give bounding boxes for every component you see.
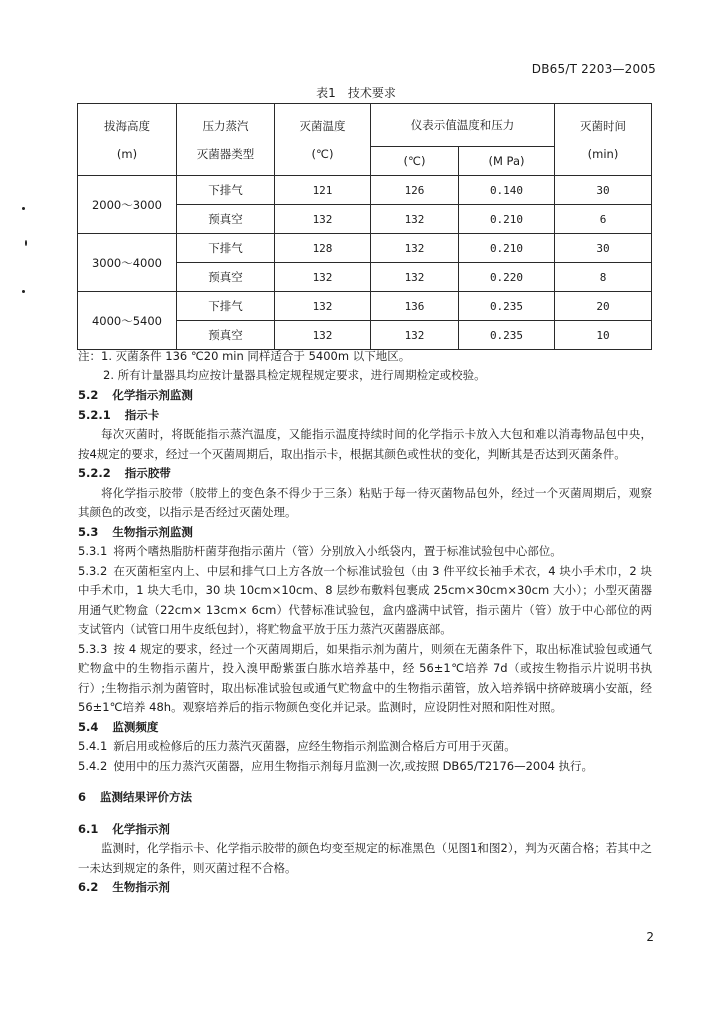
inst-temp-cell: 136 [371,292,459,321]
header-instrument-reading: 仪表示值温度和压力 [371,104,555,147]
table-caption [0,84,724,101]
section-heading: 5.4 监测频度 [78,719,159,734]
temp-cell: 128 [275,234,371,263]
table-notes [78,347,658,385]
paragraph: 将化学指示胶带（胶带上的变色条不得少于三条）粘贴于每一待灭菌物品包外，经过一个灭菌周期后，观察其颜色的改变，以指示是否经过灭菌处理。 [78,485,652,519]
section-heading: 5.2.2 指示胶带 [78,466,171,480]
type-cell: 预真空 [177,263,275,292]
technical-requirements-table [77,103,652,350]
temp-cell: 121 [275,176,371,205]
document-code: DB65/T 2203—2005 [531,62,656,76]
type-cell: 预真空 [177,205,275,234]
pressure-cell: 0.220 [459,263,555,292]
altitude-cell: 2000～3000 [78,176,177,234]
header-sterilizer-type: 压力蒸汽 灭菌器类型 [177,104,275,176]
section-heading: 6.2 生物指示剂 [78,880,170,894]
temp-cell: 132 [275,292,371,321]
type-cell: 下排气 [177,234,275,263]
paragraph: 每次灭菌时，将既能指示蒸汽温度，又能指示温度持续时间的化学指示卡放入大包和难以消毒物品包中央，按4规定的要求，经过一个灭菌周期后，取出指示卡，根据其颜色或性状的变化，判断其是否达到灭菌条件。 [78,427,652,461]
table-note: 2. 所有计量器具均应按计量器具检定规程规定要求，进行周期检定或校验。 [103,368,486,382]
section-heading: 5.2.1 指示卡 [78,407,160,422]
clause: 5.3.1 将两个嗜热脂肪杆菌芽孢指示菌片（管）分别放入小纸袋内，置于标准试验包中心部位。 [78,544,562,558]
table-note: 注：1. 灭菌条件 136 ℃20 min 同样适合于 5400m 以下地区。 [78,349,411,363]
temp-cell: 132 [275,205,371,234]
scan-speck [22,207,25,210]
table-caption-title: 技术要求 [347,86,396,100]
inst-temp-cell: 132 [371,234,459,263]
type-cell: 下排气 [177,176,275,205]
document-body [78,386,652,898]
section-heading: 5.2 化学指示剂监测 [78,388,193,402]
header-sterilization-time: 灭菌时间 (min) [555,104,652,176]
time-cell: 20 [555,292,652,321]
section-heading: 6.1 化学指示剂 [78,821,170,836]
inst-temp-cell: 126 [371,176,459,205]
header-sterilization-temp: 灭菌温度 (℃) [275,104,371,176]
inst-temp-cell: 132 [371,263,459,292]
pressure-cell: 0.210 [459,205,555,234]
scan-speck [22,290,25,293]
type-cell: 预真空 [177,321,275,350]
time-cell: 30 [555,234,652,263]
time-cell: 6 [555,205,652,234]
altitude-cell: 4000～5400 [78,292,177,350]
inst-temp-cell: 132 [371,321,459,350]
table-row [78,234,652,263]
pressure-cell: 0.235 [459,292,555,321]
time-cell: 8 [555,263,652,292]
temp-cell: 132 [275,263,371,292]
header-instrument-temp: (℃) [371,147,459,176]
time-cell: 30 [555,176,652,205]
type-cell: 下排气 [177,292,275,321]
pressure-cell: 0.235 [459,321,555,350]
pressure-cell: 0.210 [459,234,555,263]
paragraph: 监测时，化学指示卡、化学指示胶带的颜色均变至规定的标准黑色（见图1和图2），判为灭菌合格；若其中之一未达到规定的条件，则灭菌过程不合格。 [78,841,652,875]
table-caption-number: 表1 [316,86,336,100]
altitude-cell: 3000～4000 [78,234,177,292]
clause: 5.3.3 按 4 规定的要求，经过一个灭菌周期后，如果指示剂为菌片，则须在无菌条件下，取出标准试验包或通气贮物盒中的生物指示菌片，投入溴甲酚紫蛋白胨水培养基中，经 56±1℃培养 7d（或按生物指示片说明书执行）;生物指示剂为菌管时，取出标准试验包或通气贮物盒中的生物指示菌管，放入培养锅中挤碎玻璃小安瓿，经 56±1℃培养 48h。观察培养后的指示物颜色变化并记录。监测时，应设阴性对照和阳性对照。 [78,641,652,714]
page-number: 2 [646,930,654,944]
section-heading: 5.3 生物指示剂监测 [78,524,193,539]
inst-temp-cell: 132 [371,205,459,234]
clause: 5.4.2 使用中的压力蒸汽灭菌器，应用生物指示剂每月监测一次,或按照 DB65/T2176—2004 执行。 [78,758,594,773]
header-instrument-pressure: (M Pa) [459,147,555,176]
scan-speck [25,240,27,246]
table-row [78,292,652,321]
temp-cell: 132 [275,321,371,350]
section-heading: 6 监测结果评价方法 [78,790,193,804]
header-altitude: 拔海高度 (m) [78,104,177,176]
time-cell: 10 [555,321,652,350]
clause: 5.4.1 新启用或检修后的压力蒸汽灭菌器，应经生物指示剂监测合格后方可用于灭菌。 [78,739,516,753]
clause: 5.3.2 在灭菌柜室内上、中层和排气口上方各放一个标准试验包（由 3 件平纹长袖手术衣，4 块小手术巾，2 块中手术巾，1 块大毛巾，30 块 10cm×10cm、8 层纱布敷料包裹成 25cm×30cm×30cm 大小）；小型灭菌器用通气贮物盒（22cm× 13cm× 6cm）代替标准试验包，盒内盛满中试管，指示菌片（管）放于中心部位的两支试管内（试管口用牛皮纸包封），将贮物盒平放于压力蒸汽灭菌器底部。 [78,563,652,636]
pressure-cell: 0.140 [459,176,555,205]
table-row [78,176,652,205]
